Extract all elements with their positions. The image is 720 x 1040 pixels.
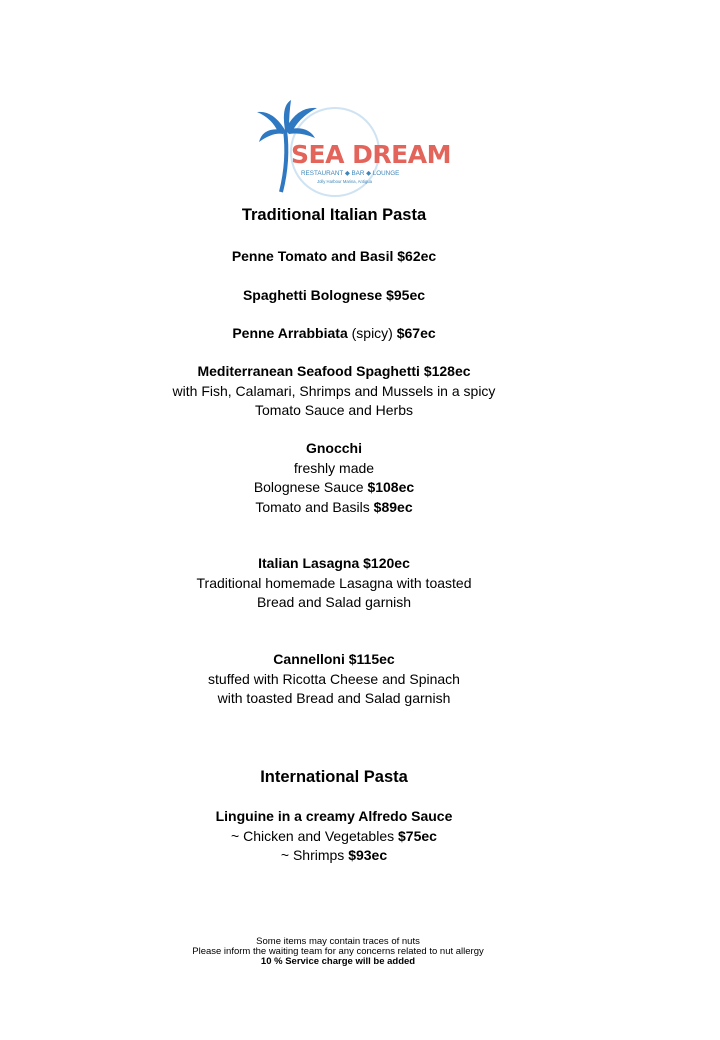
item-spaghetti-bolognese: Spaghetti Bolognese $95ec bbox=[242, 287, 426, 303]
logo-tagline: RESTAURANT ◆ BAR ◆ LOUNGE bbox=[301, 170, 400, 177]
item-description: with toasted Bread and Salad garnish bbox=[217, 690, 451, 706]
item-name: Mediterranean Seafood Spaghetti $128ec bbox=[197, 363, 471, 379]
item-option: ~ Chicken and Vegetables $75ec bbox=[231, 827, 437, 844]
item-description: with Fish, Calamari, Shrimps and Mussels in a spicy bbox=[172, 382, 496, 399]
item-name: Gnocchi bbox=[305, 440, 362, 456]
item-price: $67ec bbox=[396, 325, 436, 341]
item-linguine bbox=[0, 807, 668, 866]
sea-dream-logo bbox=[255, 100, 451, 198]
item-name: Italian Lasagna $120ec bbox=[258, 555, 410, 571]
item-description: Bread and Salad garnish bbox=[256, 594, 412, 610]
logo-name: SEA DREAM bbox=[291, 140, 451, 169]
item-option: Bolognese Sauce $108ec bbox=[253, 479, 415, 495]
item-seafood-spaghetti bbox=[0, 362, 668, 421]
item-option: Tomato and Basils $89ec bbox=[255, 498, 413, 515]
item-description: Tomato Sauce and Herbs bbox=[255, 402, 413, 418]
item-description: stuffed with Ricotta Cheese and Spinach bbox=[208, 670, 460, 687]
footer-service-charge: 10 % Service charge will be added bbox=[260, 956, 416, 967]
item-name: Linguine in a creamy Alfredo Sauce bbox=[215, 808, 453, 824]
item-penne-arrabbiata bbox=[0, 324, 668, 344]
logo-location: Jolly Harbour Marina, Antigua bbox=[317, 179, 372, 184]
item-lasagna bbox=[0, 554, 668, 613]
item-option: ~ Shrimps $93ec bbox=[280, 847, 388, 863]
item-description: Traditional homemade Lasagna with toasted bbox=[196, 574, 472, 591]
item-note: (spicy) bbox=[347, 325, 397, 341]
item-name: Penne Arrabbiata bbox=[232, 325, 348, 341]
item-penne-tomato: Penne Tomato and Basil $62ec bbox=[231, 248, 437, 264]
item-description: freshly made bbox=[293, 459, 375, 476]
section-title-traditional: Traditional Italian Pasta bbox=[241, 206, 427, 224]
footer-notes bbox=[4, 937, 672, 967]
item-cannelloni bbox=[0, 650, 668, 709]
item-name: Cannelloni $115ec bbox=[273, 651, 395, 667]
section-title-international: International Pasta bbox=[260, 768, 408, 786]
item-gnocchi bbox=[0, 439, 668, 517]
footer-nut-warning: Some items may contain traces of nuts bbox=[256, 936, 420, 947]
footer-allergy-note: Please inform the waiting team for any concerns related to nut allergy bbox=[192, 946, 484, 957]
palm-tree-icon bbox=[255, 100, 451, 198]
